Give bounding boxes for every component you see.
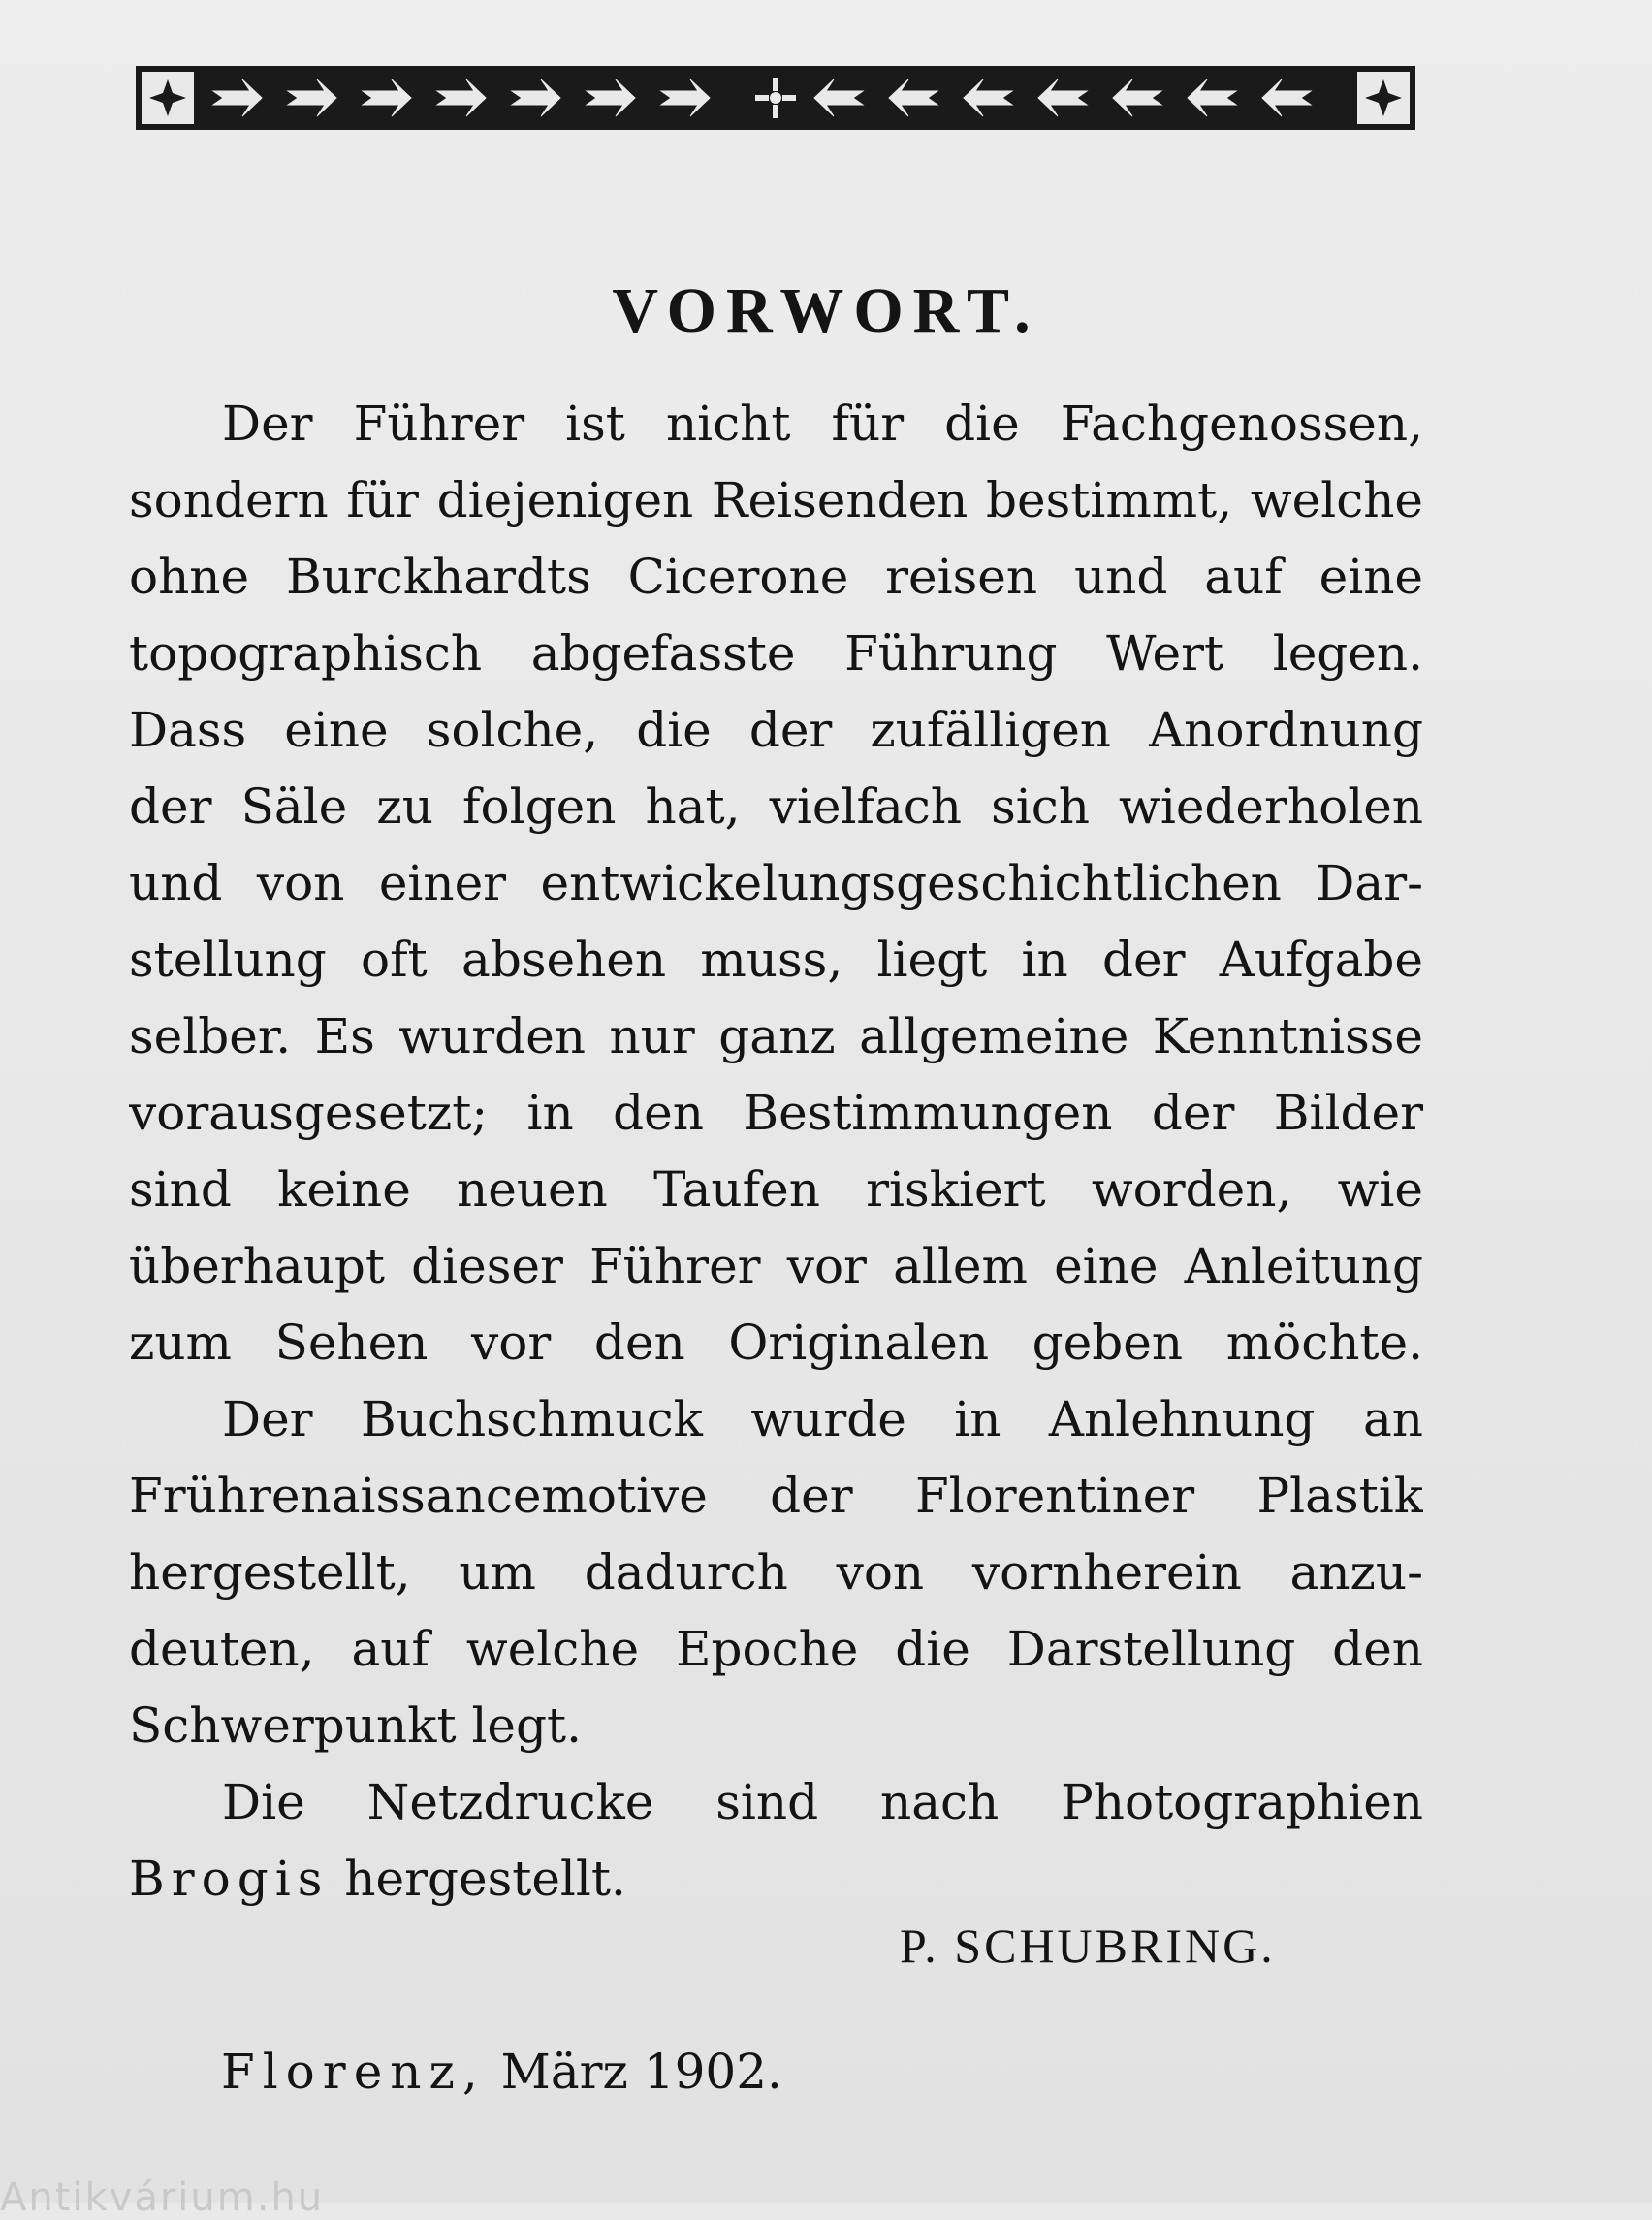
text-line: deuten, auf welche Epoche die Darstellung den: [129, 1621, 1423, 1677]
dateline-place: Florenz,: [221, 2044, 486, 2100]
dateline: [221, 2044, 782, 2100]
text-line: der Säle zu folgen hat, vielfach sich wiederholen: [129, 778, 1423, 835]
body-text: [129, 386, 1423, 1918]
text-line: sind keine neuen Taufen riskiert worden, wie: [129, 1161, 1423, 1218]
text-line: Schwerpunkt legt.: [129, 1697, 583, 1754]
photographer-name: Brogis: [129, 1851, 330, 1907]
text-line: ohne Burckhardts Cicerone reisen und auf eine: [129, 549, 1423, 605]
dateline-date: März 1902.: [500, 2044, 782, 2100]
text-line-last: [129, 1841, 1423, 1918]
text-line: überhaupt dieser Führer vor allem eine Anleitung: [129, 1238, 1423, 1294]
ornament-svg: [136, 66, 1415, 130]
text-line: Frührenaissancemotive der Florentiner Plastik: [129, 1468, 1423, 1524]
text-line: Der Buchschmuck wurde in Anlehnung an: [222, 1391, 1423, 1447]
text-line: topographisch abgefasste Führung Wert legen.: [129, 625, 1423, 682]
text-fragment: hergestellt.: [329, 1851, 626, 1907]
text-line: Dass eine solche, die der zufälligen Anordnung: [129, 702, 1423, 758]
text-line: selber. Es wurden nur ganz allgemeine Kenntnisse: [129, 1008, 1423, 1064]
page-title: VORWORT.: [612, 275, 1040, 346]
text-line: vorausgesetzt; in den Bestimmungen der Bilder: [129, 1085, 1423, 1141]
text-line: Der Führer ist nicht für die Fachgenossen,: [222, 396, 1423, 452]
ornamental-border: [136, 66, 1415, 130]
author-signature: P. SCHUBRING.: [900, 1919, 1276, 1973]
text-line: zum Sehen vor den Originalen geben möchte.: [129, 1315, 1423, 1371]
text-line: sondern für diejenigen Reisenden bestimmt, welche: [129, 472, 1423, 528]
text-line: und von einer entwickelungsgeschichtlichen Dar-: [129, 855, 1423, 911]
watermark: Antikvárium.hu: [0, 2175, 325, 2220]
text-line: Die Netzdrucke sind nach Photographien: [222, 1774, 1423, 1830]
text-line: stellung oft absehen muss, liegt in der Aufgabe: [129, 932, 1423, 988]
text-line: hergestellt, um dadurch von vornherein anzu-: [129, 1544, 1423, 1601]
